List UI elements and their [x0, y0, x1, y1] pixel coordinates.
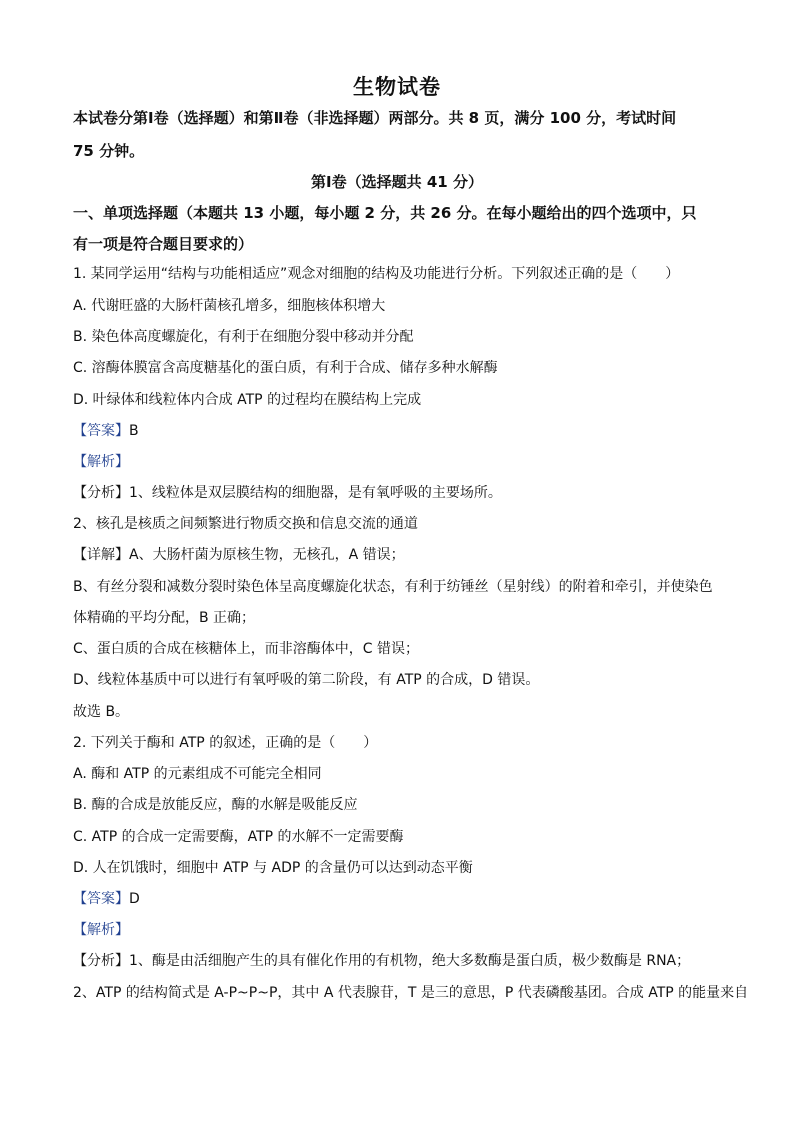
answer-label: 【答案】: [73, 423, 129, 439]
document-title: 生物试卷: [353, 75, 441, 99]
question-2-option-d: D. 人在饥饿时，细胞中 ATP 与 ADP 的含量仍可以达到动态平衡: [73, 860, 473, 876]
intro-line-1: 本试卷分第Ⅰ卷（选择题）和第Ⅱ卷（非选择题）两部分。共 8 页，满分 100 分，考试时间: [73, 109, 677, 127]
section1-line-2: 有一项是符合题目要求的）: [73, 235, 254, 253]
question-1-option-c: C. 溶酶体膜富含高度糖基化的蛋白质，有利于合成、储存多种水解酶: [73, 360, 498, 376]
question-2-option-c: C. ATP 的合成一定需要酶，ATP 的水解不一定需要酶: [73, 829, 404, 845]
question-1-option-d: D. 叶绿体和线粒体内合成 ATP 的过程均在膜结构上完成: [73, 392, 422, 408]
answer-label: 【答案】: [73, 891, 129, 907]
question-1-xiangjie-line-3: 体精确的平均分配，B 正确；: [73, 610, 256, 626]
question-1-xiangjie-line-1: [73, 545, 405, 565]
question-2-stem: 2. 下列关于酶和 ATP 的叙述，正确的是（ ）: [73, 735, 378, 751]
question-1-answer: [73, 421, 139, 441]
question-2-option-a: A. 酶和 ATP 的元素组成不可能完全相同: [73, 766, 322, 782]
part1-heading: 第Ⅰ卷（选择题共 41 分）: [311, 173, 483, 191]
fenxi-label: 【分析】: [73, 485, 129, 501]
question-1-fenxi-line-2: 2、核孔是核质之间频繁进行物质交换和信息交流的通道: [73, 516, 418, 532]
answer-value: D: [129, 891, 140, 907]
question-1-option-b: B. 染色体高度螺旋化，有利于在细胞分裂中移动并分配: [73, 329, 414, 345]
question-1-analysis-label: 【解析】: [73, 454, 129, 470]
question-2-fenxi-line-2: 2、ATP 的结构简式是 A-P~P~P，其中 A 代表腺苷，T 是三的意思，P 代表磷酸基团。合成 ATP 的能量来自: [73, 985, 749, 1001]
question-2-analysis-label: 【解析】: [73, 922, 129, 938]
fenxi-text: 1、酶是由活细胞产生的具有催化作用的有机物，绝大多数酶是蛋白质，极少数酶是 RNA；: [129, 953, 691, 969]
question-1-option-a: A. 代谢旺盛的大肠杆菌核孔增多，细胞核体积增大: [73, 298, 386, 314]
question-1-xiangjie-line-5: D、线粒体基质中可以进行有氧呼吸的第二阶段，有 ATP 的合成，D 错误。: [73, 672, 540, 688]
xiangjie-text: A、大肠杆菌为原核生物，无核孔，A 错误；: [129, 547, 405, 563]
fenxi-label: 【分析】: [73, 953, 129, 969]
answer-value: B: [129, 423, 139, 439]
question-1-stem: 1. 某同学运用“结构与功能相适应”观念对细胞的结构及功能进行分析。下列叙述正确的是（ ）: [73, 266, 680, 282]
question-1-fenxi-line-1: [73, 483, 502, 503]
section1-line-1: 一、单项选择题（本题共 13 小题，每小题 2 分，共 26 分。在每小题给出的四个选项中，只: [73, 204, 697, 222]
question-2-fenxi-line-1: [73, 951, 690, 971]
fenxi-text: 1、线粒体是双层膜结构的细胞器，是有氧呼吸的主要场所。: [129, 485, 502, 501]
xiangjie-label: 【详解】: [73, 547, 129, 563]
question-2-option-b: B. 酶的合成是放能反应，酶的水解是吸能反应: [73, 797, 358, 813]
question-2-answer: [73, 889, 140, 909]
question-1-xiangjie-line-2: B、有丝分裂和减数分裂时染色体呈高度螺旋化状态，有利于纺锤丝（星射线）的附着和牵引，并使染色: [73, 579, 713, 595]
question-1-xiangjie-line-4: C、蛋白质的合成在核糖体上，而非溶酶体中，C 错误；: [73, 641, 419, 657]
question-1-conclusion: 故选 B。: [73, 704, 130, 720]
intro-line-2: 75 分钟。: [73, 142, 145, 160]
